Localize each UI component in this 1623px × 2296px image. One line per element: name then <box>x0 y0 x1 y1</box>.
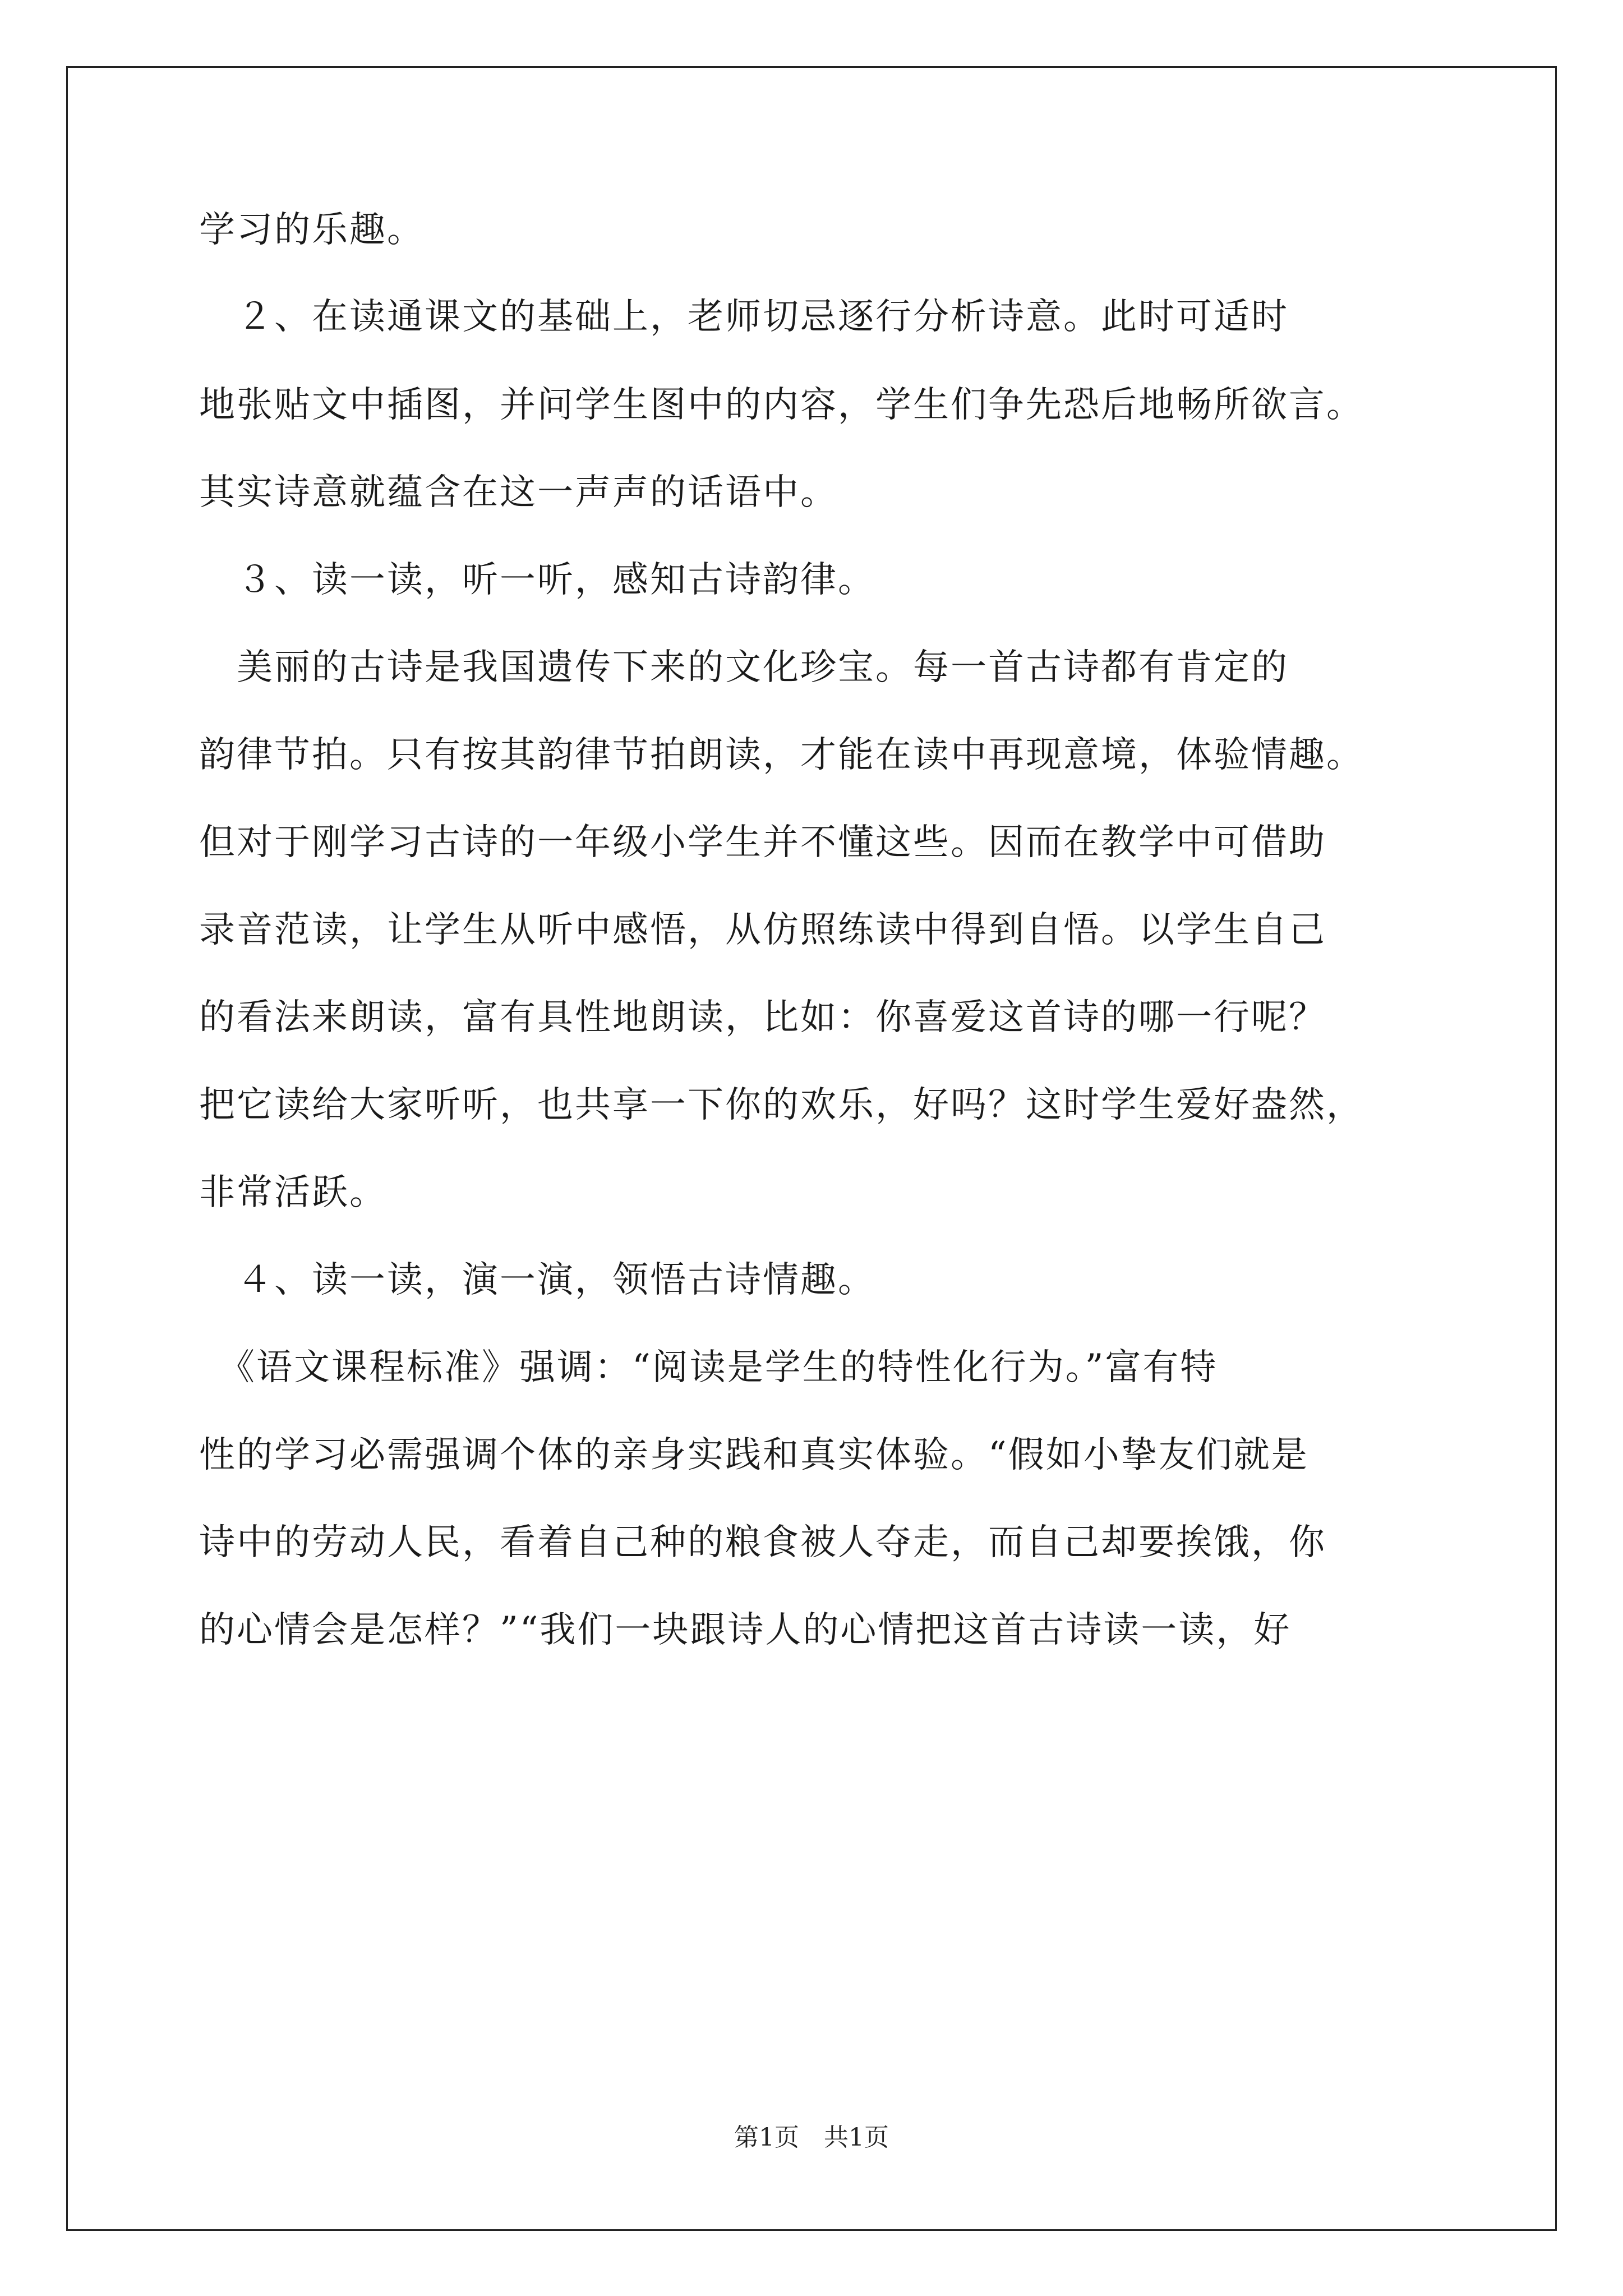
text-line: 学习的乐趣。 <box>199 209 425 251</box>
text-line: 的看法来朗读，富有具性地朗读，比如：你喜爱这首诗的哪一行呢？ <box>199 997 1326 1038</box>
text-line: 地张贴文中插图，并问学生图中的内容，学生们争先恐后地畅所欲言。 <box>199 384 1364 426</box>
page-footer: 第1页 共1页 <box>734 2123 889 2152</box>
text-line: 韵律节拍。只有按其韵律节拍朗读，才能在读中再现意境，体验情趣。 <box>199 734 1364 776</box>
text-line: 性的学习必需强调个体的亲身实践和真实体验。“假如小挚友们就是 <box>199 1434 1309 1476</box>
text-line: ３、读一读，听一听，感知古诗韵律。 <box>199 559 875 601</box>
text-line: 非常活跃。 <box>199 1172 387 1213</box>
text-line: 《语文课程标准》强调：“阅读是学生的特性化行为。”富有特 <box>199 1347 1218 1388</box>
text-line: ４、读一读，演一演，领悟古诗情趣。 <box>199 1259 875 1301</box>
text-line: 的心情会是怎样？”“我们一块跟诗人的心情把这首古诗读一读，好 <box>199 1609 1292 1651</box>
text-line: 录音范读，让学生从听中感悟，从仿照练读中得到自悟。以学生自己 <box>199 909 1326 951</box>
text-line: 其实诗意就蕴含在这一声声的话语中。 <box>199 472 838 513</box>
text-line: 但对于刚学习古诗的一年级小学生并不懂这些。因而在教学中可借助 <box>199 822 1326 863</box>
text-line: ２、在读通课文的基础上，老师切忌逐行分析诗意。此时可适时 <box>199 296 1289 338</box>
text-line: 诗中的劳动人民，看着自己种的粮食被人夺走，而自己却要挨饿，你 <box>199 1522 1326 1563</box>
text-line: 美丽的古诗是我国遗传下来的文化珍宝。每一首古诗都有肯定的 <box>199 647 1289 688</box>
text-line: 把它读给大家听听，也共享一下你的欢乐，好吗？这时学生爱好盎然， <box>199 1084 1364 1126</box>
